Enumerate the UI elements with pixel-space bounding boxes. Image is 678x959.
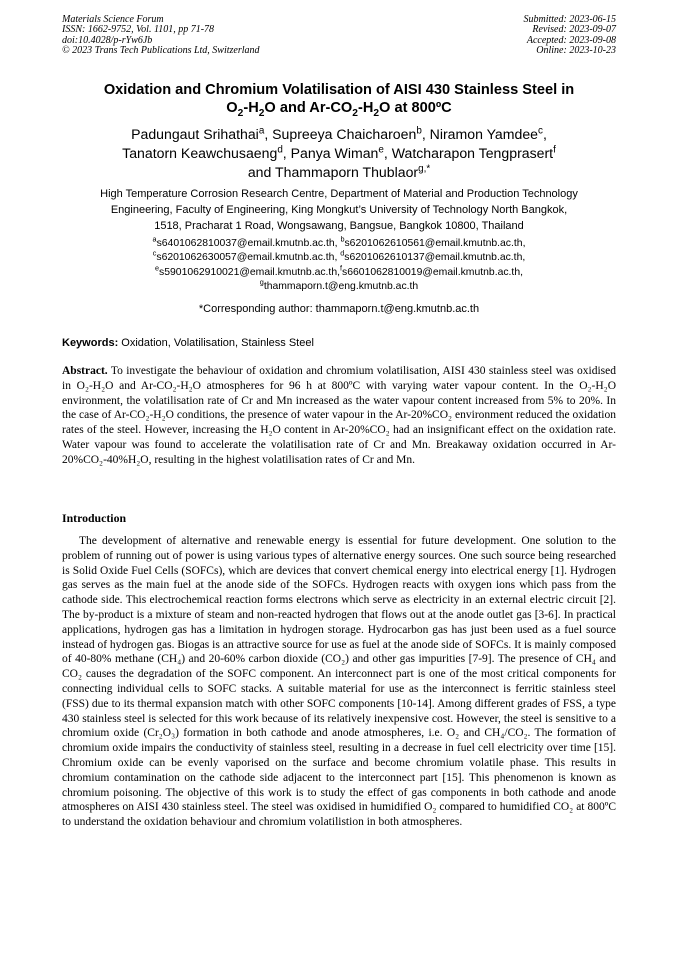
keywords (62, 336, 616, 350)
section-heading-introduction: Introduction (62, 511, 127, 525)
corresponding-author: *Corresponding author: thammaporn.t@eng.kmutnb.ac.th (198, 303, 480, 315)
date-submitted: Submitted: 2023-06-15 (523, 14, 616, 25)
keywords-label: Keywords: (62, 337, 119, 349)
paper-title (62, 81, 616, 117)
email-link[interactable]: s6401062810037@email.kmutnb.ac.th (156, 238, 335, 249)
email-link[interactable]: s6601062810019@email.kmutnb.ac.th (342, 266, 521, 278)
date-online: Online: 2023-10-23 (536, 45, 616, 57)
journal-issn: ISSN: 1662-9752, Vol. 1101, pp 71-78 (62, 24, 215, 36)
author-line-2: Tanatorn Keawchusaeng$^d$, Panya Wiman$^e$, Watcharapon Tengprasert$^f$ (122, 144, 556, 161)
email-link[interactable]: s6201062630057@email.kmutnb.ac.th (156, 252, 335, 264)
author-name: Padungaut Srihathai (131, 126, 259, 142)
email-link[interactable]: s6201062610137@email.kmutnb.ac.th (344, 252, 523, 264)
author-name: Tanatorn Keawchusaeng (122, 145, 278, 161)
email-link[interactable]: thammaporn.t@eng.kmutnb.ac.th (263, 280, 419, 292)
date-accepted: Accepted: 2023-09-08 (526, 34, 616, 46)
affiliation: High Temperature Corrosion Research Centre, Department of Material and Production Technology Engineering, Faculty of Engineering, King Mongkut’s University of Technology North Bangkok, 1518, Pracharat 1 Road, Wongsawang, Bangsue, Bangkok 10800, Thailand (100, 188, 578, 232)
abstract-label: Abstract. (62, 365, 108, 377)
title-line-1: Oxidation and Chromium Volatilisation of AISI 430 Stainless Steel in (103, 82, 575, 98)
date-revised: Revised: 2023-09-07 (532, 24, 616, 36)
publication-dates (524, 15, 617, 57)
journal-info (62, 15, 260, 57)
introduction-paragraph: The development of alternative and renewable energy is essential for future development. One solution to the problem of running out of power is using various types of alternative energy sources. One such source being researched is Solid Oxide Fuel Cells (SOFCs), which are devices that convert chemical energy into electrical energy [1]. Hydrogen gas serves as the main fuel at the anode side of the SOFCs. Hydrogen reacts with oxygen ions which pass from the cathode side. This electrochemical reaction forms electrons which serve as electricity in an external electric circuit [2]. The by-product is a mixture of steam and non-reacted hydrogen that flows out at the anode outlet gas [3-6]. In practical applications, hydrogen gas has a limitation in hydrogen storage. Hydrocarbon gas has just been used as a fuel source instead of hydrogen gas. Biogas is an attractive source for use as fuel at the anode side of SOFCs. It is mainly composed of 40-80% methane (CH₄) and 20-60% carbon dioxide (CO₂) and other gas impurities [7-9]. The presence of CH₄ and CO₂ causes the degradation of the SOFC component. An interconnect part is one of the most critical components for connecting individual cells to SOFC stacks. A suitable material for use as the interconnect is ferritic stainless steel (FSS) due to its thermal expansion match with other SOFC components [10-14]. Among different grades of FSS, a type 430 stainless steel is selected for this work because of its relatively inexpensive cost. However, the steel is sensitive to a chromium oxide (Cr₂O₃) formation in both cathode and anode atmospheres, i.e. O₂ and CH₄/CO₂. The formation of chromium oxide impairs the conductivity of stainless steel, resulting in a decrease in fuel cell electricity over time [15]. Chromium oxide can be evenly vaporised on the surface and become chromium volatile phase. This results in chromium contamination on the cathode side adjacent to the interconnect part [15]. This phenomenon is known as chromium poisoning. The objective of this work is to study the effect of gas components in both cathode and anode atmospheres on AISI 430 stainless steel. The steel was oxidised in humidified O₂ compared to humidified CO₂ at 800ºC to understand the oxidation behaviour and chromium volatilistion in both atmospheres. (62, 535, 616, 829)
journal-name: Materials Science Forum (62, 14, 164, 25)
author-name: Thammaporn Thublaor (275, 164, 419, 180)
abstract-text: To investigate the behaviour of oxidation and chromium volatilisation, AISI 430 stainless steel was oxidised in O₂-H₂O and Ar-CO₂-H₂O atmospheres for 96 h at 800ºC with varying water vapour content. In the O₂-H₂O environment, the volatilisation rate of Cr and Mn increased as the water vapour content increased from 5% to 20%. In the case of Ar-CO₂-H₂O conditions, the presence of water vapour in the Ar-20%CO₂ environment reduced the oxidation rates of the steel. However, increasing the H₂O content in Ar-20%CO₂ had an insignificant effect on the oxidation rate. Water vapour was found to accelerate the volatilisation rate of Cr and Mn. Breakaway oxidation occurred in Ar-20%CO₂-40%H₂O, resulting in the highest volatilisation rates of Cr and Mn. (62, 365, 616, 466)
email-link[interactable]: s6201062610561@email.kmutnb.ac.th (344, 238, 523, 249)
author-name: Niramon Yamdee (429, 126, 539, 142)
email-link[interactable]: s5901062910021@email.kmutnb.ac.th (159, 266, 338, 278)
author-list (62, 125, 616, 182)
author-name: Supreeya Chaicharoen (272, 126, 417, 142)
journal-doi: doi:10.4028/p-rYw6Jb (62, 34, 153, 46)
author-line-1: Padungaut Srihathai$^a$, Supreeya Chaicharoen$^b$, Niramon Yamdee$^c$, (131, 125, 547, 142)
title-line-2: $O_2-H_2O$ and $Ar-CO_2-H_2O$ at 800ºC (226, 100, 452, 119)
keywords-text: Oxidation, Volatilisation, Stainless Steel (118, 337, 314, 349)
author-name: Panya Wiman (290, 145, 379, 161)
abstract (62, 364, 616, 468)
author-line-3: and Thammaporn Thublaor$^{g,*}$ (247, 163, 431, 180)
author-name: Watcharapon Tengprasert (391, 145, 554, 161)
journal-copyright: © 2023 Trans Tech Publications Ltd, Switzerland (62, 45, 260, 57)
author-emails: $^a$s6401062810037@email.kmutnb.ac.th, $^b$s6201062610561@email.kmutnb.ac.th, $^c$s6201062630057@email.kmutnb.ac.th, $^d$s6201062610137@email.kmutnb.ac.th, $^e$s5901062910021@email.kmutnb.ac.th,$^f$s6601062810019@email.kmutnb.ac.th, $^g$thammaporn.t@eng.kmutnb.ac.th (152, 234, 526, 292)
